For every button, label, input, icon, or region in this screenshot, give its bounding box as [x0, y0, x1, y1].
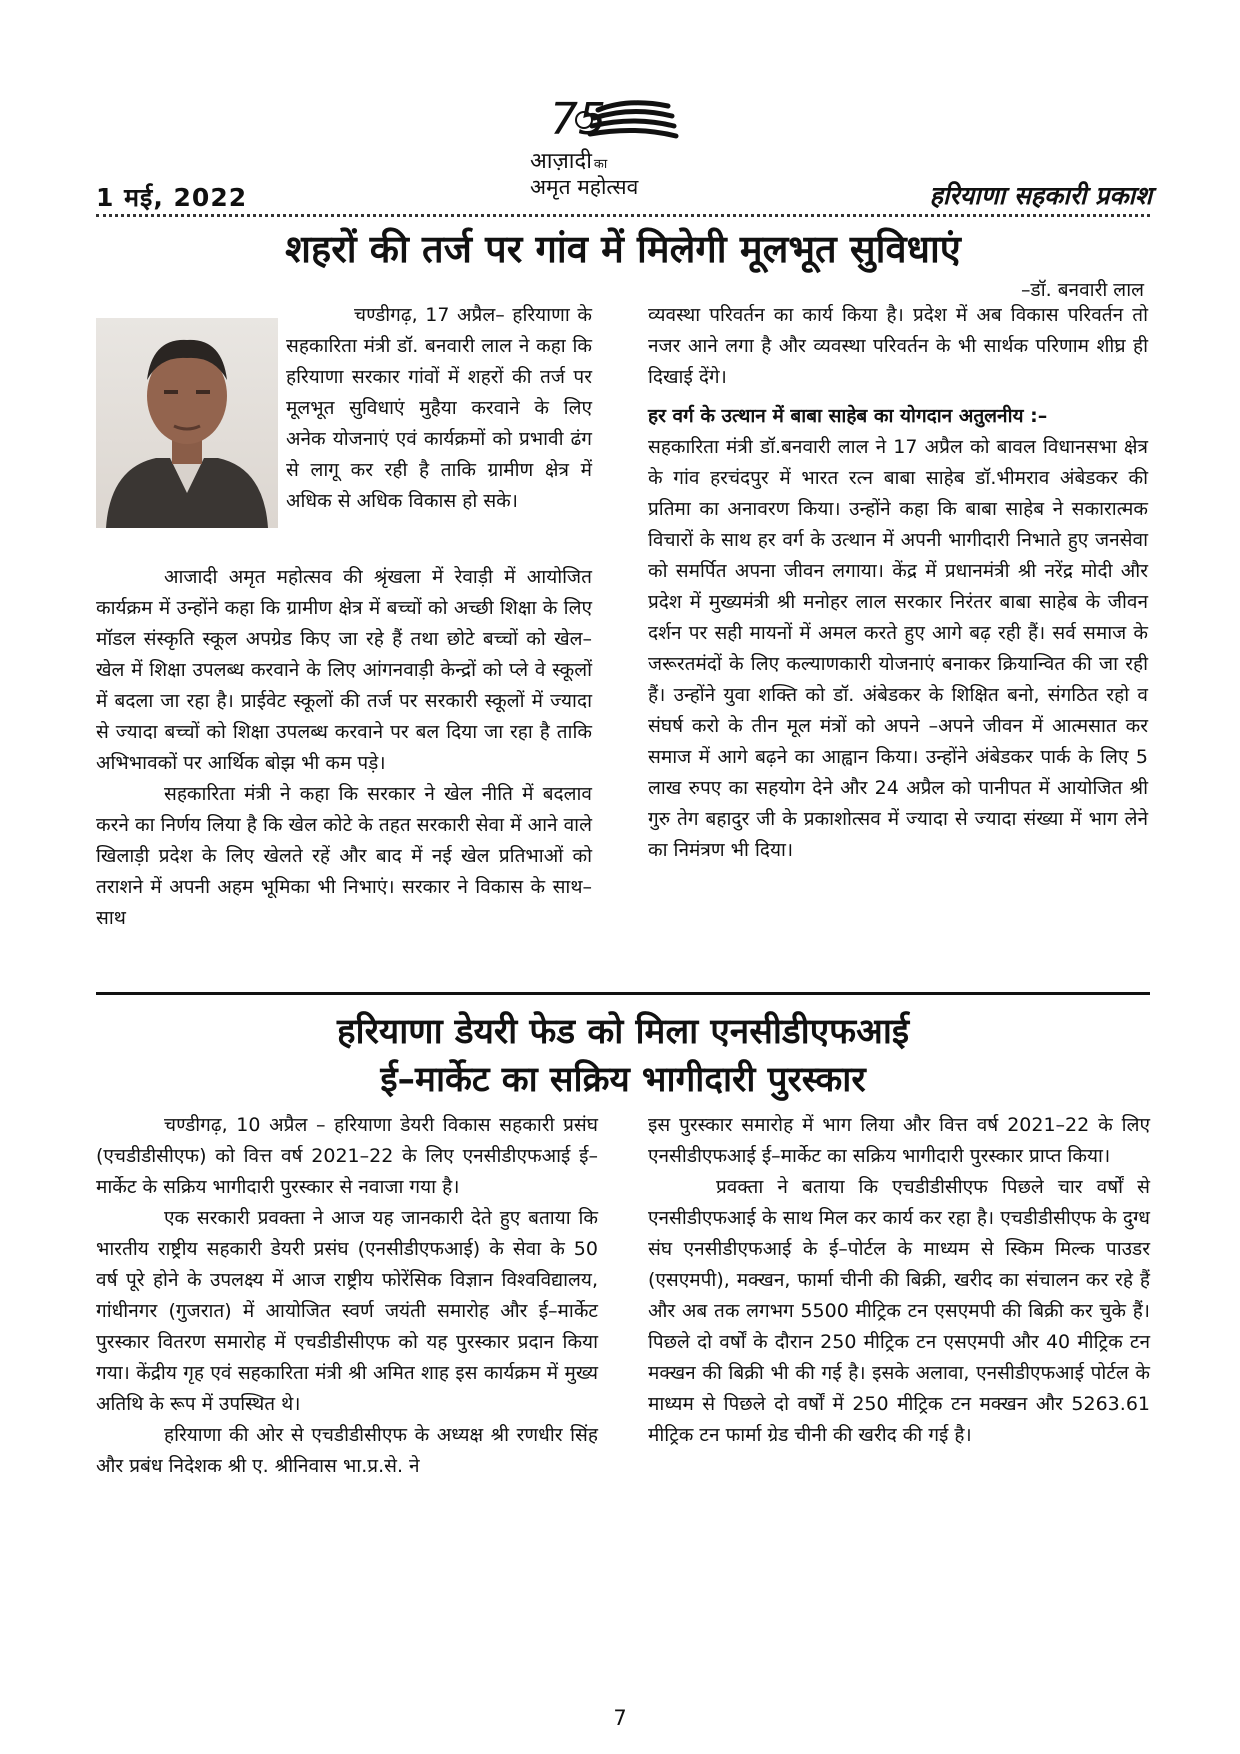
article1-subheading: हर वर्ग के उत्थान में बाबा साहेब का योगदान अतुलनीय :– [648, 405, 1048, 427]
article1-paragraph-3: सहकारिता मंत्री ने कहा कि सरकार ने खेल नीति में बदलाव करने का निर्णय लिया है कि खेल कोटे के तहत सरकारी सेवा में आने वाले खिलाड़ी प्रदेश के लिए खेलते रहें और बाद में नई खेल प्रतिभाओं को तराशने में अपनी अहम भूमिका भी निभाएं। सरकार ने विकास के साथ–साथ [96, 783, 592, 929]
article2-headline-line1: हरियाणा डेयरी फेड को मिला एनसीडीएफआई [336, 1012, 910, 1052]
article2-right-column [648, 1110, 1150, 1451]
article2-right-paragraph-1: इस पुरस्कार समारोह में भाग लिया और वित्त वर्ष 2021–22 के लिए एनसीडीएफआई ई–मार्केट का सक्रिय भागीदारी पुरस्कार प्राप्त किया। [648, 1114, 1150, 1167]
article1-intro-paragraph: चण्डीगढ़, 17 अप्रैल– हरियाणा के सहकारिता मंत्री डॉ. बनवारी लाल ने कहा कि हरियाणा सरकार गांवों में शहरों की तर्ज पर मूलभूत सुविधाएं मुहैया करवाने के लिए अनेक योजनाएं एवं कार्यक्रमों को प्रभावी ढंग से लागू कर रही है ताकि ग्रामीण क्षेत्र में अधिक से अधिक विकास हो सके। [286, 304, 592, 512]
article1-left-column [96, 562, 592, 934]
article2-paragraph-2: एक सरकारी प्रवक्ता ने आज यह जानकारी देते हुए बताया कि भारतीय राष्ट्रीय सहकारी डेयरी प्रसंघ (एनसीडीएफआई) के सेवा के 50 वर्ष पूरे होने के उपलक्ष्य में आज राष्ट्रीय फोरेंसिक विज्ञान विश्वविद्यालय, गांधीनगर (गुजरात) में आयोजित स्वर्ण जयंती समारोह और ई–मार्केट पुरस्कार वितरण समारोह में एचडीडीसीएफ को यह पुरस्कार प्रदान किया गया। केंद्रीय गृह एवं सहकारिता मंत्री श्री अमित शाह इस कार्यक्रम में मुख्य अतिथि के रूप में उपस्थित थे। [96, 1207, 598, 1415]
article2-headline-line2: ई–मार्केट का सक्रिय भागीदारी पुरस्कार [380, 1060, 866, 1100]
article2-paragraph-1: चण्डीगढ़, 10 अप्रैल – हरियाणा डेयरी विकास सहकारी प्रसंघ (एचडीडीसीएफ) को वित्त वर्ष 2021–22 के लिए एनसीडीएफआई ई–मार्केट के सक्रिय भागीदारी पुरस्कार से नवाजा गया है। [96, 1114, 598, 1198]
article1-right-paragraph-1: व्यवस्था परिवर्तन का कार्य किया है। प्रदेश में अब विकास परिवर्तन तो नजर आने लगा है और व्यवस्था परिवर्तन के भी सार्थक परिणाम शीघ्र ही दिखाई देंगे। [648, 304, 1148, 388]
article2-headline [96, 1008, 1150, 1104]
logo-line1: आज़ादी का [530, 149, 608, 174]
article2-left-column [96, 1110, 598, 1482]
logo-graphic [528, 94, 718, 204]
article1-headline: शहरों की तर्ज पर गांव में मिलेगी मूलभूत सुविधाएं [285, 227, 961, 271]
azadi-ka-amrit-mahotsav-logo [528, 94, 718, 204]
page-number: 7 [613, 1706, 627, 1730]
article1-intro [286, 300, 592, 517]
minister-photo [96, 318, 278, 528]
article2-right-paragraph-2: प्रवक्ता ने बताया कि एचडीडीसीएफ पिछले चार वर्षों से एनसीडीएफआई के साथ मिल कर कार्य कर रहा है। एचडीडीसीएफ के दुग्ध संघ एनसीडीएफआई के ई–पोर्टल के माध्यम से स्किम मिल्क पाउडर (एसएमपी), मक्खन, फार्मा चीनी की बिक्री, खरीद का संचालन कर रहे हैं और अब तक लगभग 5500 मीट्रिक टन एसएमपी की बिक्री कर चुके हैं। पिछले दो वर्षों के दौरान 250 मीट्रिक टन एसएमपी और 40 मीट्रिक टन मक्खन की बिक्री भी की गई है। इसके अलावा, एनसीडीएफआई पोर्टल के माध्यम से पिछले दो वर्षों में 250 मीट्रिक टन मक्खन और 5263.61 मीट्रिक टन फार्मा ग्रेड चीनी की खरीद की गई है। [648, 1176, 1150, 1446]
article1-byline: –डॉ. बनवारी लाल [1021, 279, 1144, 301]
article2-paragraph-3: हरियाणा की ओर से एचडीडीसीएफ के अध्यक्ष श्री रणधीर सिंह और प्रबंध निदेशक श्री ए. श्रीनिवास भा.प्र.से. ने [96, 1424, 598, 1477]
article1-right-column [648, 300, 1148, 866]
article-divider [96, 992, 1150, 995]
article1-right-paragraph-2: सहकारिता मंत्री डॉ.बनवारी लाल ने 17 अप्रैल को बावल विधानसभा क्षेत्र के गांव हरचंदपुर में भारत रत्न बाबा साहेब डॉ.भीमराव अंबेडकर की प्रतिमा का अनावरण किया। उन्होंने कहा कि बाबा साहेब ने सकारात्मक विचारों के साथ हर वर्ग के उत्थान में अपनी भागीदारी निभाते हुए जनसेवा को समर्पित अपना जीवन लगाया। केंद्र में प्रधानमंत्री श्री नरेंद्र मोदी और प्रदेश में मुख्यमंत्री श्री मनोहर लाल सरकार निरंतर बाबा साहेब के जीवन दर्शन पर सही मायनों में अमल करते हुए आगे बढ़ रही हैं। सर्व समाज के जरूरतमंदों के लिए कल्याणकारी योजनाएं बनाकर क्रियान्वित की जा रही हैं। उन्होंने युवा शक्ति को डॉ. अंबेडकर के शिक्षित बनो, संगठित रहो व संघर्ष करो के तीन मूल मंत्रों को अपने –अपने जीवन में आत्मसात कर समाज में आगे बढ़ने का आह्वान किया। उन्होंने अंबेडकर पार्क के लिए 5 लाख रुपए का सहयोग देने और 24 अप्रैल को पानीपत में आयोजित श्री गुरु तेग बहादुर जी के प्रकाशोत्सव में ज्यादा से ज्यादा संख्या में भाग लेने का निमंत्रण भी दिया। [648, 436, 1148, 861]
logo-number: 75 [550, 94, 606, 145]
person-portrait [96, 318, 278, 528]
publication-name: हरियाणा सहकारी प्रकाश [929, 181, 1152, 210]
issue-date: 1 मई, 2022 [96, 183, 248, 212]
header-divider [96, 214, 1150, 217]
logo-line2: अमृत महोत्सव [530, 175, 639, 199]
article1-paragraph-2: आजादी अमृत महोत्सव की श्रृंखला में रेवाड़ी में आयोजित कार्यक्रम में उन्होंने कहा कि ग्रामीण क्षेत्र में बच्चों को अच्छी शिक्षा के लिए मॉडल संस्कृति स्कूल अपग्रेड किए जा रहे हैं तथा छोटे बच्चों को खेल–खेल में शिक्षा उपलब्ध करवाने के लिए आंगनवाड़ी केन्द्रों को प्ले वे स्कूलों में बदला जा रहा है। प्राईवेट स्कूलों की तर्ज पर सरकारी स्कूलों में ज्यादा से ज्यादा बच्चों को शिक्षा उपलब्ध करवाने पर बल दिया जा रहा है ताकि अभिभावकों पर आर्थिक बोझ भी कम पड़े। [96, 566, 592, 774]
